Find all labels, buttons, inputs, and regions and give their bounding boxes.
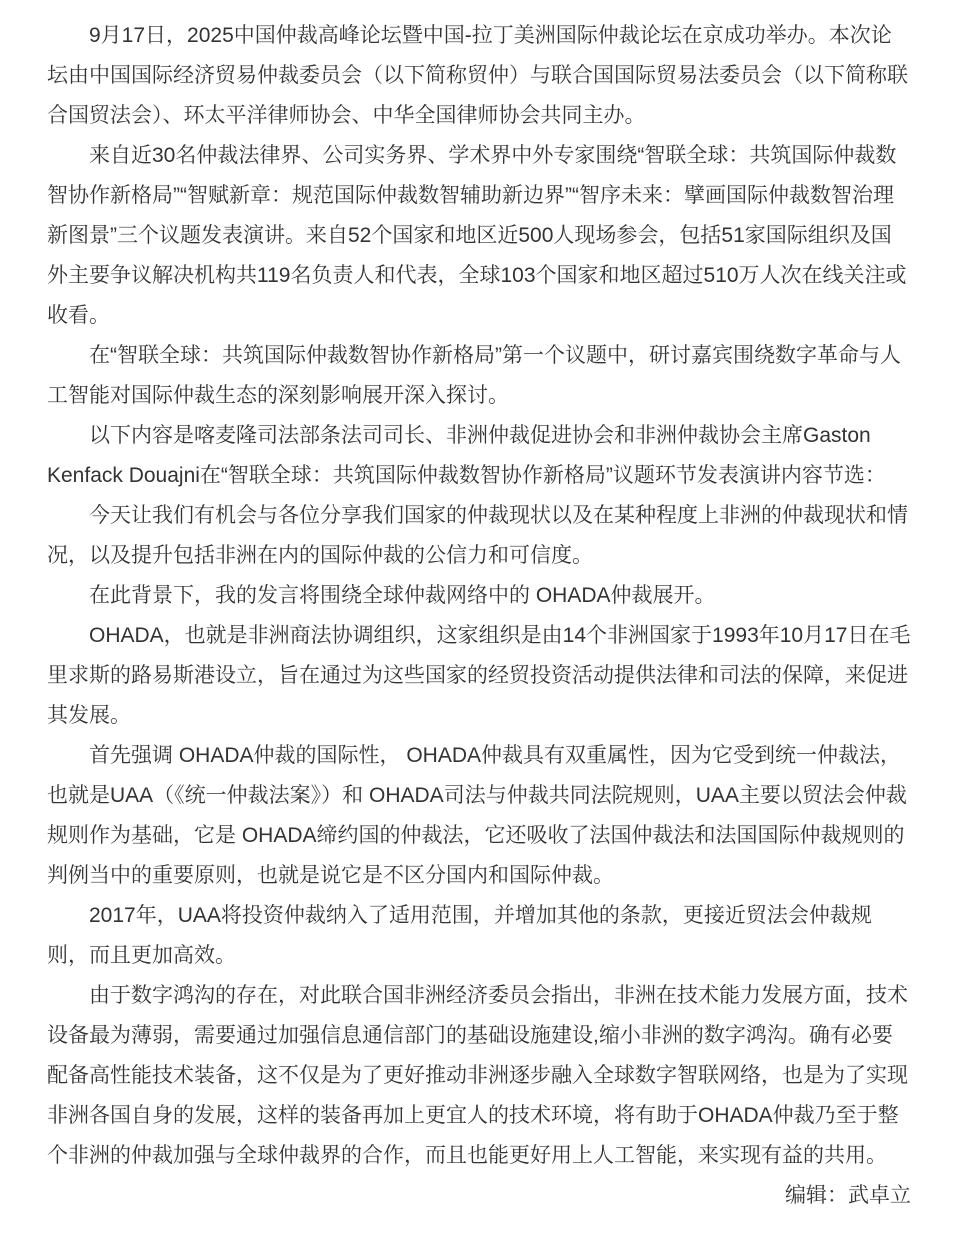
paragraph-speech-opening: 今天让我们有机会与各位分享我们国家的仲裁现状以及在某种程度上非洲的仲裁现状和情况，以及提升包括非洲在内的国际仲裁的公信力和可信度。: [47, 504, 908, 567]
paragraph-uaa-2017: 2017年，UAA将投资仲裁纳入了适用范围，并增加其他的条款，更接近贸法会仲裁规则，而且更加高效。: [47, 904, 872, 967]
paragraph-ohada-arbitration: 首先强调 OHADA仲裁的国际性， OHADA仲裁具有双重属性，因为它受到统一仲裁法，也就是UAA（《统一仲裁法案》）和 OHADA司法与仲裁共同法院规则，UAA主要以贸法会仲裁规则作为基础，它是 OHADA缔约国的仲裁法，它还吸收了法国仲裁法和法国国际仲裁规则的判例当中的重要原则，也就是说它是不区分国内和国际仲裁。: [47, 744, 907, 887]
paragraph-speech-background: 在此背景下，我的发言将围绕全球仲裁网络中的 OHADA仲裁展开。: [89, 584, 716, 607]
paragraph-topics-stats: 来自近30名仲裁法律界、公司实务界、学术界中外专家围绕“智联全球：共筑国际仲裁数智协作新格局”“智赋新章：规范国际仲裁数智辅助新边界”“智序未来：擘画国际仲裁数智治理新图景”三个议题发表演讲。来自52个国家和地区近500人现场参会，包括51家国际组织及国外主要争议解决机构共119名负责人和代表，全球103个国家和地区超过510万人次在线关注或收看。: [47, 144, 907, 327]
paragraph-intro-forum: 9月17日，2025中国仲裁高峰论坛暨中国-拉丁美洲国际仲裁论坛在京成功举办。本次论坛由中国国际经济贸易仲裁委员会（以下简称贸仲）与联合国国际贸易法委员会（以下简称联合国贸法会）、环太平洋律师协会、中华全国律师协会共同主办。: [47, 24, 908, 127]
paragraph-ohada-intro: OHADA，也就是非洲商法协调组织，这家组织是由14个非洲国家于1993年10月17日在毛里求斯的路易斯港设立，旨在通过为这些国家的经贸投资活动提供法律和司法的保障，来促进其发展。: [47, 624, 911, 727]
paragraph-first-topic: 在“智联全球：共筑国际仲裁数智协作新格局”第一个议题中，研讨嘉宾围绕数字革命与人工智能对国际仲裁生态的深刻影响展开深入探讨。: [47, 344, 901, 407]
paragraph-digital-divide: 由于数字鸿沟的存在，对此联合国非洲经济委员会指出，非洲在技术能力发展方面，技术设备最为薄弱，需要通过加强信息通信部门的基础设施建设,缩小非洲的数字鸿沟。确有必要配备高性能技术装备，这不仅是为了更好推动非洲逐步融入全球数字智联网络，也是为了实现非洲各国自身的发展，这样的装备再加上更宜人的技术环境，将有助于OHADA仲裁乃至于整个非洲的仲裁加强与全球仲裁界的合作，而且也能更好用上人工智能，来实现有益的共用。: [47, 984, 908, 1167]
paragraph-speaker-intro: 以下内容是喀麦隆司法部条法司司长、非洲仲裁促进协会和非洲仲裁协会主席Gaston Kenfack Douajni在“智联全球：共筑国际仲裁数智协作新格局”议题环节发表演讲内容节选：: [47, 424, 886, 487]
editor-credit: 编辑：武卓立: [785, 1184, 911, 1207]
